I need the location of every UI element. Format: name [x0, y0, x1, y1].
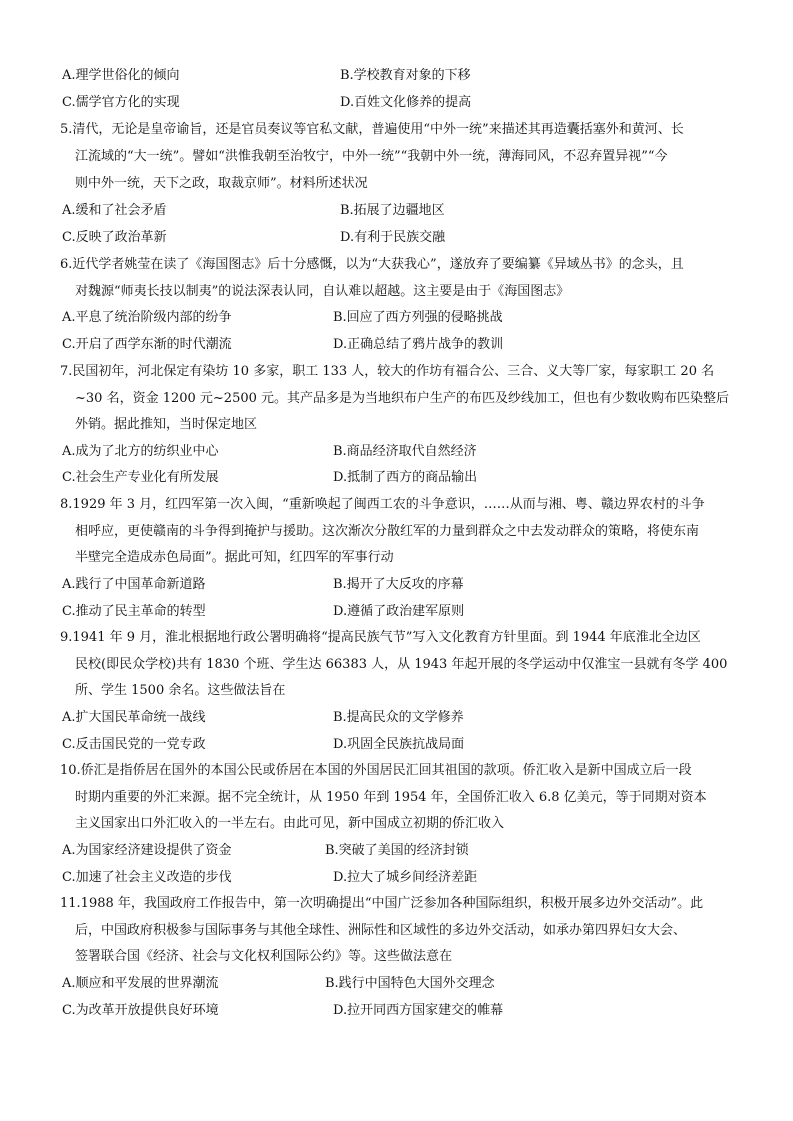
q6-option-a: A.平息了统治阶级内部的纷争	[62, 310, 232, 325]
q8-option-d: D.遵循了政治建军原则	[333, 604, 465, 619]
q10-option-c: C.加速了社会主义改造的步伐	[62, 870, 232, 885]
q5-option-c: C.反映了政治革新	[62, 230, 167, 245]
q4-option-b: B.学校教育对象的下移	[340, 68, 471, 83]
q8-option-b: B.揭开了大反攻的序幕	[333, 577, 464, 592]
q8-stem-line-1: 8.1929 年 3 月，红四军第一次入闽，“重新唤起了闽西工农的斗争意识，……从而与湘、粤、赣边界农村的斗争	[60, 497, 705, 512]
q9-option-b: B.提高民众的文学修养	[333, 710, 464, 725]
q5-option-d: D.有利于民族交融	[340, 230, 446, 245]
q6-stem-line-1: 6.近代学者姚莹在读了《海国图志》后十分感慨，以为“大获我心”，遂放弃了要编纂《异域丛书》的念头，且	[60, 257, 684, 272]
q10-option-a: A.为国家经济建设提供了资金	[62, 843, 232, 858]
q7-option-c: C.社会生产专业化有所发展	[62, 470, 219, 485]
q8-option-a: A.践行了中国革命新道路	[62, 577, 206, 592]
q5-stem-line-2: 江流域的“大一统”。譬如“洪惟我朝至治牧宁，中外一统”“我朝中外一统，薄海同风，不忍弃置异视”“今	[75, 149, 668, 164]
q10-stem-line-2: 时期内重要的外汇来源。据不完全统计，从 1950 年到 1954 年，全国侨汇收入 6.8 亿美元，等于同期对资本	[75, 790, 707, 805]
q5-option-a: A.缓和了社会矛盾	[62, 203, 167, 218]
q11-stem-line-3: 签署联合国《经济、社会与文化权利国际公约》等。这些做法意在	[75, 949, 453, 964]
q7-option-a: A.成为了北方的纺织业中心	[62, 444, 219, 459]
q4-option-a: A.理学世俗化的倾向	[62, 68, 180, 83]
q5-option-b: B.拓展了边疆地区	[340, 203, 445, 218]
q11-option-a: A.顺应和平发展的世界潮流	[62, 976, 219, 991]
q10-stem-line-3: 主义国家出口外汇收入的一半左右。由此可见，新中国成立初期的侨汇收入	[75, 816, 505, 831]
q9-stem-line-3: 所、学生 1500 余名。这些做法旨在	[75, 683, 286, 698]
q6-option-c: C.开启了西学东渐的时代潮流	[62, 337, 232, 352]
q11-option-b: B.践行中国特色大国外交理念	[325, 976, 495, 991]
q6-option-b: B.回应了西方列强的侵略挑战	[333, 310, 503, 325]
q10-stem-line-1: 10.侨汇是指侨居在国外的本国公民或侨居在本国的外国居民汇回其祖国的款项。侨汇收入是新中国成立后一段	[60, 763, 692, 778]
q7-stem-line-1: 7.民国初年，河北保定有染坊 10 多家，职工 133 人，较大的作坊有福合公、三合、义大等厂家，每家职工 20 名	[60, 364, 715, 379]
q7-option-d: D.抵制了西方的商品输出	[333, 470, 478, 485]
q7-option-b: B.商品经济取代自然经济	[333, 444, 477, 459]
q9-option-a: A.扩大国民革命统一战线	[62, 710, 206, 725]
q8-stem-line-3: 半壁完全造成赤色局面”。据此可知，红四军的军事行动	[75, 550, 394, 565]
q8-option-c: C.推动了民主革命的转型	[62, 604, 206, 619]
q7-stem-line-3: 外销。据此推知，当时保定地区	[75, 417, 258, 432]
q6-stem-line-2: 对魏源“师夷长技以制夷”的说法深表认同，自认难以超越。这主要是由于《海国图志》	[75, 284, 570, 299]
q9-option-c: C.反击国民党的一党专政	[62, 737, 206, 752]
q9-stem-line-1: 9.1941 年 9 月，淮北根据地行政公署明确将“提高民族气节”写入文化教育方针里面。到 1944 年底淮北全边区	[60, 630, 701, 645]
q11-stem-line-1: 11.1988 年，我国政府工作报告中，第一次明确提出“中国广泛参加各种国际组织，积极开展多边外交活动”。此	[60, 896, 704, 911]
q10-option-b: B.突破了美国的经济封锁	[325, 843, 469, 858]
q4-option-d: D.百姓文化修养的提高	[340, 95, 472, 110]
q5-stem-line-3: 则中外一统，天下之政，取裁京师”。材料所述状况	[75, 176, 368, 191]
q10-option-d: D.拉大了城乡间经济差距	[333, 870, 478, 885]
q11-option-c: C.为改革开放提供良好环境	[62, 1003, 219, 1018]
q7-stem-line-2: ~30 名，资金 1200 元~2500 元。其产品多是为当地织布户生产的布匹及纱线加工，但也有少数收购布匹染整后	[75, 391, 730, 406]
q8-stem-line-2: 相呼应，更使赣南的斗争得到掩护与援助。这次渐次分散红军的力量到群众之中去发动群众的策略，将使东南	[75, 524, 700, 539]
q4-option-c: C.儒学官方化的实现	[62, 95, 180, 110]
q9-stem-line-2: 民校(即民众学校)共有 1830 个班、学生达 66383 人，从 1943 年起开展的冬学运动中仅淮宝一县就有冬学 400	[75, 657, 728, 672]
q5-stem-line-1: 5.清代，无论是皇帝谕旨，还是官员奏议等官私文献，普遍使用“中外一统”来描述其再造囊括塞外和黄河、长	[60, 122, 684, 137]
q11-option-d: D.拉开同西方国家建交的帷幕	[333, 1003, 504, 1018]
q11-stem-line-2: 后，中国政府积极参与国际事务与其他全球性、洲际性和区域性的多边外交活动，如承办第四界妇女大会、	[75, 923, 687, 938]
q6-option-d: D.正确总结了鸦片战争的教训	[333, 337, 504, 352]
q9-option-d: D.巩固全民族抗战局面	[333, 737, 465, 752]
